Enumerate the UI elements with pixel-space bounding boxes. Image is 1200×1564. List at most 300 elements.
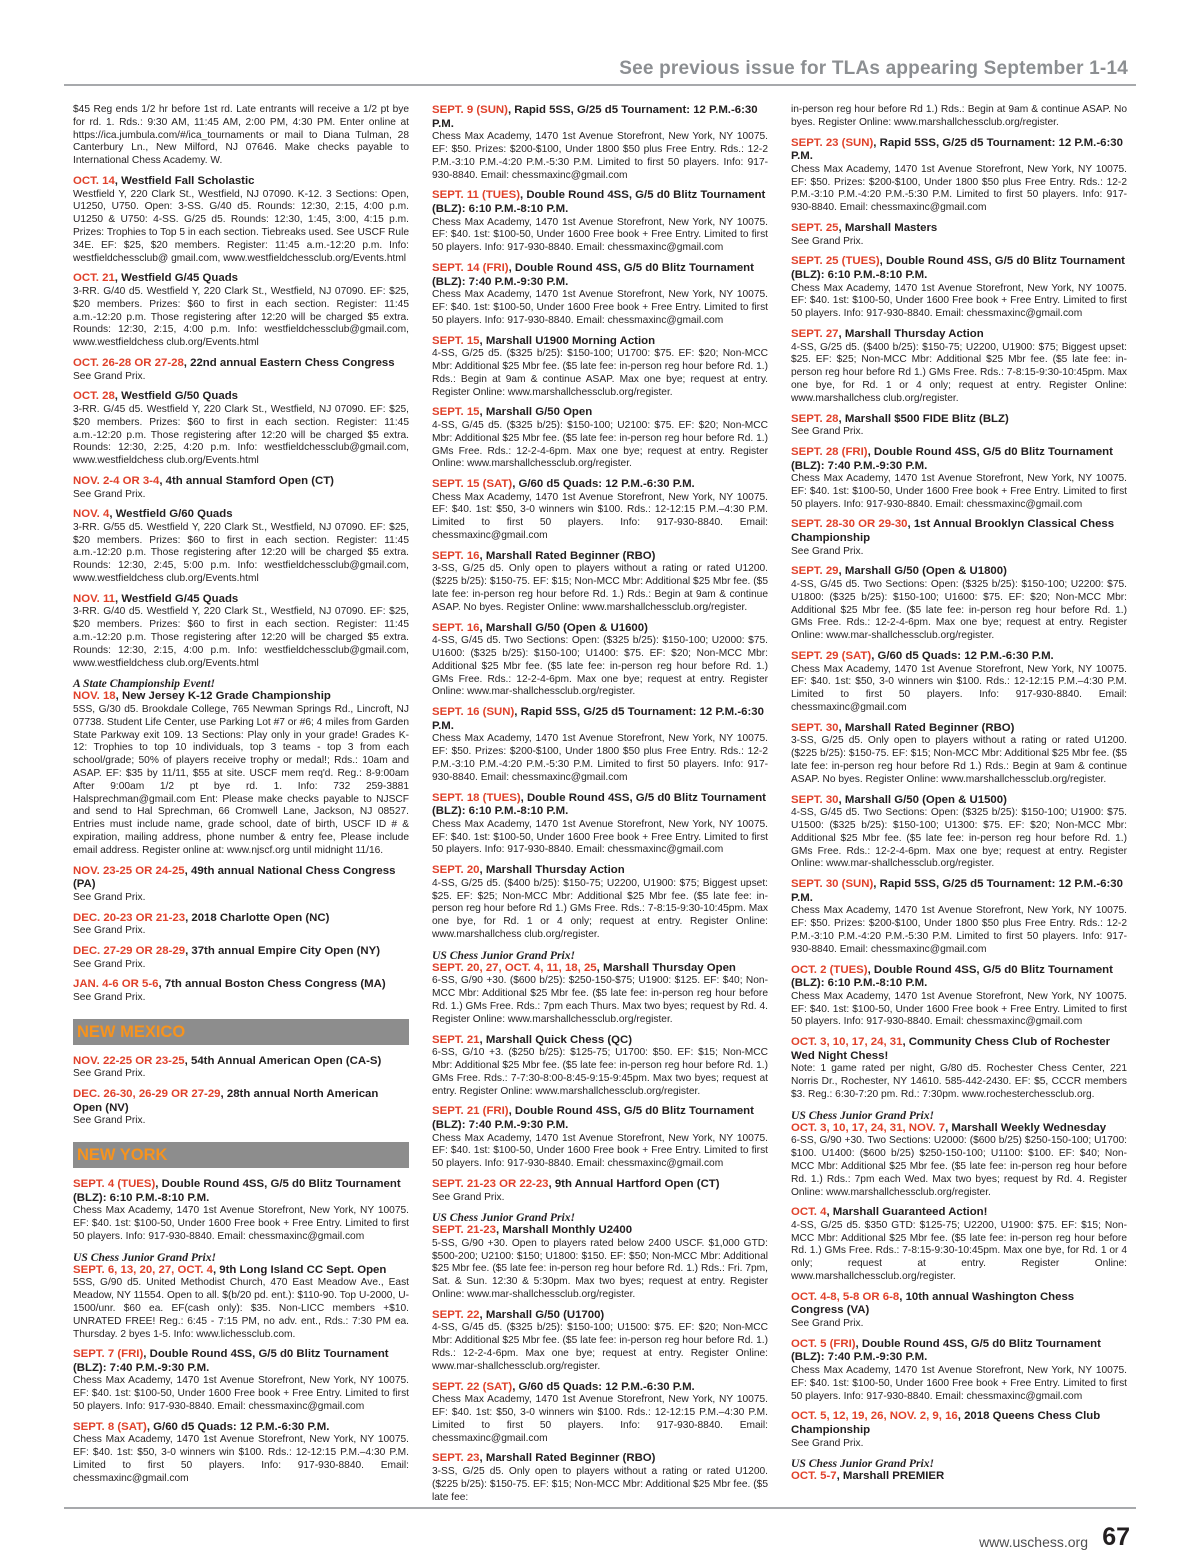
event-date: SEPT. 20 [432,864,480,877]
event-details: See Grand Prix. [791,426,864,438]
event-title: , Double Round 4SS, G/5 d0 Blitz Tournament (BLZ): 6:10 P.M.-8:10 P.M. [791,255,1125,281]
event-details: Chess Max Academy, 1470 1st Avenue Storefront, New York, NY 10075. EF: $40. 1st: $100-50, Under 1600 Free book + Free Entry. Limited to first 50 players. Info: 917-930-8840. Email: chessmaxinc@gmail.com [791,473,1127,510]
event-title: , Marshall Rated Beginner (RBO) [838,721,1015,734]
event-details: in-person reg hour before Rd 1.) Rds.: Begin at 9am & continue ASAP. No byes. Register Online: www.marshallchessclub.org/register. [791,104,1127,128]
event-details: 4-SS, G/45 d5. Two Sections: Open: ($325 b/25): $150-100; U2200: $75. U1800: ($325 b/25): $150-100; U1600: $75. EF: $20; Non-MCC Mbr: Additional $25 Mbr fee. ($5 late fee: in-person reg hour before Rd. 1.) GMs Free. Rds.: 12-2-4-6pm. Max one bye; request at entry. Register Online: www.mar-shallchessclub.org/register. [791,579,1127,642]
event-details: See Grand Prix. [73,1068,146,1080]
event-heading [73,1348,409,1375]
event-title: , Marshall U1900 Morning Action [479,334,656,347]
event-heading [432,1105,768,1132]
event-title: , Marshall G/50 (U1700) [479,1308,605,1321]
event-title: , Rapid 5SS, G/25 d5 Tournament: 12 P.M.-6:30 P.M. [791,878,1123,904]
event-heading [73,912,409,926]
event-details: Chess Max Academy, 1470 1st Avenue Storefront, New York, NY 10075. EF: $40. 1st: $100-50, Under 1600 Free book + Free Entry. Limited to first 50 players. Info: 917-930-8840. Email: chessmaxinc@gmail.com [432,818,768,856]
column-3 [791,104,1127,1489]
event-heading [432,478,768,492]
event-date: JAN. 4-6 OR 5-6 [73,978,159,991]
event-date: SEPT. 4 (TUES) [73,1178,156,1191]
event-details: Chess Max Academy, 1470 1st Avenue Storefront, New York, NY 10075. EF: $40. 1st: $100-50, Under 1600 Free book + Free Entry. Limited to first 50 players. Info: 917-930-8840. Email: chessmaxinc@gmail.com [791,282,1127,320]
event-title: , Marshall Thursday Action [838,327,984,340]
event-listing [791,518,1127,558]
event-details: 5-SS, G/90 +30. Open to players rated below 2400 USCF. $1,000 GTD: $500-200; U2100: $150; U1800: $150. EF: $50; Non-MCC Mbr: Additional $25 Mbr fee. ($5 late fee: in-person reg hour before Rd. 1.) Rds.: Fri. 7pm, Sat. & Sun. 12:30 & 5:30pm. Max two byes; request at entry. Register Online: www.mar-shallchessclub.org/register. [432,1237,768,1301]
event-heading [791,1470,1127,1484]
event-details: See Grand Prix. [791,1318,864,1330]
event-heading [791,1338,1127,1365]
event-title: , Marshall Thursday Action [479,864,625,877]
event-title: , Marshall Weekly Wednesday [945,1121,1107,1134]
event-date: SEPT. 21 [432,1033,480,1046]
event-listing [791,328,1127,406]
event-heading [791,255,1127,282]
event-details: Chess Max Academy, 1470 1st Avenue Storefront, New York, NY 10075. EF: $40. 1st: $100-50, Under 1600 Free book + Free Entry. Limited to first 50 players. Info: 917-930-8840. Email: chessmaxinc@gmail.com [791,990,1127,1028]
event-details: Chess Max Academy, 1470 1st Avenue Storefront, New York, NY 10075. EF: $40. 1st: $50, 3-0 winners win $100. Rds.: 12-12:15 P.M.–4:30 P.M. Limited to first 50 players. Info: 917-930-8840. Email: chessmaxinc@gmail.com [791,663,1127,714]
event-listing [432,792,768,858]
event-listing [432,706,768,784]
event-listing [73,390,409,468]
header-rule [64,84,1136,86]
event-details: See Grand Prix. [791,1437,864,1449]
event-date: SEPT. 20, 27, OCT. 4, 11, 18, 25 [432,961,597,974]
event-heading [73,390,409,404]
event-date: OCT. 4-8, 5-8 OR 6-8 [791,1290,900,1303]
event-title: , Westfield G/60 Quads [109,508,233,521]
page-number: 67 [1102,1523,1130,1551]
event-title: , Marshall Quick Chess (QC) [479,1033,633,1046]
event-date: SEPT. 7 (FRI) [73,1348,144,1361]
event-heading [73,978,409,992]
event-details: 4-SS, G/25 d5. ($400 b/25): $150-75; U2200, U1900: $75; Biggest upset: $25. EF: $25; Non-MCC Mbr: Additional $25 Mbr fee. ($5 late fee: in-person reg hour before Rd 1.) GMs Free. Rds.: 7-8:15-9:30-10:45pm. Max one bye, for Rd. 1 or 4 only; request at entry. Register Online: www.marshallchess club.org/register. [432,877,768,940]
event-heading [791,650,1127,664]
event-subtitle: US Chess Junior Grand Prix! [432,1211,576,1225]
event-title: , Marshall G/50 (Open & U1500) [838,793,1007,806]
event-title: , Marshall PREMIER [836,1470,945,1483]
event-listing [73,175,409,265]
event-heading [432,406,768,420]
event-title: , 22nd annual Eastern Chess Congress [183,356,395,369]
event-heading [791,722,1127,736]
event-date: NOV. 4 [73,508,110,521]
event-listing [432,262,768,328]
event-date: SEPT. 16 (SUN) [432,706,515,719]
event-date: SEPT. 29 [791,565,839,578]
event-title: , Westfield G/50 Quads [114,390,239,403]
event-date: NOV. 18 [73,690,116,703]
event-title: , Marshall $500 FIDE Blitz (BLZ) [838,412,1009,425]
event-details: See Grand Prix. [73,370,146,382]
event-date: OCT. 5, 12, 19, 26, NOV. 2, 9, 16 [791,1410,958,1423]
event-heading [432,1178,768,1192]
event-title: , Westfield G/45 Quads [114,272,239,285]
event-details: See Grand Prix. [73,991,146,1003]
event-date: SEPT. 30 [791,793,839,806]
event-date: SEPT. 25 [791,221,839,234]
event-heading [73,508,409,522]
event-title: , 1st Annual Brooklyn Classical Chess Championship [791,518,1115,545]
event-listing [73,1348,409,1414]
event-date: SEPT. 21-23 [432,1224,496,1237]
event-details: Chess Max Academy, 1470 1st Avenue Storefront, New York, NY 10075. EF: $40. 1st: $100-50, Under 1600 Free book + Free Entry. Limited to first 50 players. Info: 917-930-8840. Email: chessmaxinc@gmail.com [432,1132,768,1170]
event-title: , Double Round 4SS, G/5 d0 Blitz Tournament (BLZ): 7:40 P.M.-9:30 P.M. [432,261,754,288]
event-listing [432,335,768,400]
event-listing [791,222,1127,248]
event-title: , Westfield G/45 Quads [115,592,239,605]
event-heading [432,962,768,976]
event-date: SEPT. 21 (FRI) [432,1105,509,1118]
event-heading [791,137,1127,164]
event-title: , Double Round 4SS, G/5 d0 Blitz Tournament (BLZ): 7:40 P.M.-9:30 P.M. [432,1105,754,1131]
event-title: , Westfield Fall Scholastic [114,174,255,187]
event-listing [432,550,768,615]
event-heading [73,1178,409,1205]
event-date: DEC. 20-23 OR 21-23 [73,911,186,924]
event-title: , New Jersey K-12 Grade Championship [115,690,331,703]
event-title: , 9th Annual Hartford Open (CT) [548,1177,720,1190]
event-subtitle: US Chess Junior Grand Prix! [432,948,576,962]
event-date: SEPT. 15 [432,334,480,347]
event-details: See Grand Prix. [791,545,864,557]
event-subtitle: US Chess Junior Grand Prix! [73,1250,217,1264]
event-listing [791,1036,1127,1102]
event-details: Chess Max Academy, 1470 1st Avenue Storefront, New York, NY 10075. EF: $50. Prizes: $200-$100, Under 1800 $50 plus Free Entry. Rds.: 12-2 P.M.-3:10 P.M.-4:20 P.M.-5:30 P.M. Limited to first 50 players. Info: 917-930-8840. Email: chessmaxinc@gmail.com [791,905,1127,955]
event-date: SEPT. 18 (TUES) [432,791,521,804]
event-title: , G/60 d5 Quads: 12 P.M.-6:30 P.M. [871,650,1054,663]
event-heading [73,1264,409,1278]
event-title: , Marshall G/50 Open [479,406,593,419]
event-heading [432,864,768,878]
event-listing [73,1421,409,1486]
event-details: Chess Max Academy, 1470 1st Avenue Storefront, New York, NY 10075. EF: $40. 1st: $50, 3-0 winners win $100. Rds.: 12-12:15 P.M.–4:30 P.M. Limited to first 50 players. Info: 917-930-8840. Email: chessmaxinc@gmail.com [432,1394,768,1444]
event-details: 6-SS, G/10 +3. ($250 b/25): $125-75; U1700: $50. EF: $15; Non-MCC Mbr: Additional $25 Mbr fee. ($5 late fee: in-person reg hour before Rd. 1.) GMs Free. Rds.: 7-7:30-8:00-8:45-9:15-9:45pm. Max two byes; request at entry. Register Online: www.marshallchessclub.org/register. [432,1047,768,1097]
event-details: 4-SS, G/25 d5. ($400 b/25): $150-75; U2200, U1900: $75; Biggest upset: $25. EF: $25; Non-MCC Mbr: Additional $25 Mbr fee. ($5 late fee: in-person reg hour before Rd 1.) GMs Free. Rds.: 7-8:15-9:30-10:45pm. Max one bye, for Rd. 1 or 4 only; request at entry. Register Online: www.marshallchess club.org/register. [791,341,1127,404]
event-date: OCT. 3, 10, 17, 24, 31, NOV. 7 [791,1121,946,1134]
event-date: SEPT. 27 [791,327,839,340]
event-details: See Grand Prix. [73,925,146,937]
event-heading [791,222,1127,236]
event-subtitle: US Chess Junior Grand Prix! [791,1457,935,1471]
event-date: SEPT. 14 (FRI) [432,261,509,274]
event-listing [432,1381,768,1446]
event-details: Chess Max Academy, 1470 1st Avenue Storefront, New York, NY 10075. EF: $50. Prizes: $200-$100, Under 1800 $50 plus Free Entry. Rds.: 12-2 P.M.-3:10 P.M.-4:20 P.M.-5:30 P.M. Limited to first 50 players. Info: 917-930-8840. Email: chessmaxinc@gmail.com [432,733,768,783]
event-listing [432,406,768,471]
event-title: , Marshall Rated Beginner (RBO) [479,549,656,562]
event-listing [432,1452,768,1504]
event-heading [73,945,409,959]
event-heading [791,565,1127,579]
event-heading [791,1291,1127,1318]
event-heading [432,1034,768,1048]
event-details: 3-RR. G/45 d5. Westfield Y, 220 Clark St., Westfield, NJ 07090. EF: $25, $20 members. Prizes: $60 to first in each section. Register: 11:45 a.m.-12:20 p.m. Those registering after 12:20 will be charged $5 extra. Rounds: 12:30, 2:25, 4:20 p.m. Info: westfieldchessclub@gmail.com, www.westfieldchess club.org/Events.html [73,403,409,467]
event-listing [432,189,768,255]
event-heading [73,357,409,371]
event-listing [432,1178,768,1204]
event-details: 3-SS, G/25 d5. Only open to players without a rating or rated U1200. ($225 b/25): $150-75. EF: $15; Non-MCC Mbr: Additional $25 Mbr fee. ($5 late fee: in-person reg hour before Rd 1.) Rds.: Begin at 9am & continue ASAP. No byes. Register Online: www.marshallchessclub.org/register. [791,735,1127,785]
event-heading [432,706,768,733]
event-listing [73,1178,409,1244]
event-date: OCT. 21 [73,272,115,285]
event-details: 4-SS, G/45 d5. ($325 b/25): $150-100; U2100: $75. EF: $20; Non-MCC Mbr: Additional $25 Mbr fee. ($5 late fee: in-person reg hour before Rd. 1.) GMs Free. Rds.: 12-2-4-6pm. Max one bye; request at entry. Register Online: www.marshallchessclub.org/register. [432,419,768,470]
event-date: SEPT. 16 [432,549,480,562]
event-listing [791,878,1127,956]
event-listing [791,1109,1127,1200]
event-heading [73,865,409,892]
event-date: SEPT. 29 (SAT) [791,650,872,663]
event-listing [432,478,768,543]
event-heading [432,550,768,564]
event-title: , 4th annual Stamford Open (CT) [159,474,334,487]
event-title: , 54th Annual American Open (CA-S) [184,1054,382,1067]
event-details: Chess Max Academy, 1470 1st Avenue Storefront, New York, NY 10075. EF: $50. Prizes: $200-$100, Under 1800 $50 plus Free Entry. Rds.: 12-2 P.M.-3:10 P.M.-4:20 P.M.-5:30 P.M. Limited to first 50 players. Info: 917-930-8840. Email: chessmaxinc@gmail.com [432,131,768,181]
event-listing [73,912,409,938]
page-header: See previous issue for TLAs appearing September 1-14 [619,58,1128,79]
event-listing [791,104,1127,130]
event-title: , 28th annual North American Open (NV) [73,1088,379,1114]
event-listing [791,964,1127,1030]
event-listing [432,864,768,942]
event-date: SEPT. 30 (SUN) [791,878,874,891]
event-title: , Double Round 4SS, G/5 d0 Blitz Tournament (BLZ): 6:10 P.M.-8:10 P.M. [432,189,766,215]
event-title: , 2018 Charlotte Open (NC) [185,911,330,924]
event-title: , G/60 d5 Quads: 12 P.M.-6:30 P.M. [146,1420,330,1433]
event-title: , G/60 d5 Quads: 12 P.M.-6:30 P.M. [512,1380,695,1393]
event-title: , Rapid 5SS, G/25 d5 Tournament: 12 P.M.-6:30 P.M. [791,136,1123,163]
event-listing [73,978,409,1004]
event-listing [73,508,409,586]
event-listing [432,622,768,700]
event-title: , 10th annual Washington Chess Congress (VA) [791,1290,1075,1317]
event-date: SEPT. 8 (SAT) [73,1420,147,1433]
event-title: , 37th annual Empire City Open (NY) [185,944,380,957]
event-heading [73,593,409,607]
event-listing [73,1251,409,1342]
footer-rule [64,1507,1136,1509]
event-heading [791,446,1127,473]
event-date: NOV. 22-25 OR 23-25 [73,1054,185,1067]
event-title: , Marshall G/50 (Open & U1800) [838,565,1007,578]
event-details: See Grand Prix. [791,235,864,247]
event-date: NOV. 2-4 OR 3-4 [73,474,160,487]
event-heading [432,622,768,636]
event-details: Chess Max Academy, 1470 1st Avenue Storefront, New York, NY 10075. EF: $40. 1st: $100-50, Under 1600 Free book + Free Entry. Limited to first 50 players. Info: 917-930-8840. Email: chessmaxinc@gmail.com [73,1375,409,1413]
event-details: Chess Max Academy, 1470 1st Avenue Storefront, New York, NY 10075. EF: $40. 1st: $100-50, Under 1600 Free book + Free Entry. Limited to first 50 players. Info: 917-930-8840. Email: chessmaxinc@gmail.com [791,1365,1127,1402]
event-date: SEPT. 28 [791,412,839,425]
event-listing [73,677,409,857]
event-listing [73,865,409,905]
event-date: SEPT. 16 [432,621,480,634]
event-details: 5SS, G/30 d5. Brookdale College, 765 Newman Springs Rd., Lincroft, NJ 07738. Student Life Center, use Parking Lot #7 or #6; 4 miles from Garden State Parkway exit 109. 13 Sections: Play only in your grade! Grades K- 12: Trophies to top 10 individuals, top 3 teams - top 3 from each school/grade; 50% of players receive trophy or medal!; Rds.: 10am and ASAP. EF: $35 by 11/11, $55 at site. USCF mem req'd. Reg.: 8-9:00am After 9:00am 1/2 pt bye rd. 1. Info: 732 259-3881 Halsprechman@gmail.com Ent: Please make checks payable to NJSCF and send to Hal Sprechman, 66 Cromwell Lane, Jackson, NJ 08527. Entries must include name, grade school, date of birth, USCF ID # & expiration, mailing address, phone number & entry fee, Please include email address. Register online at: www.njscf.org until midnight 11/16. [73,704,409,856]
event-details: 4-SS, G/45 d5. Two Sections: Open: ($325 b/25): $150-100; U1900: $75. U1500: ($325 b/25): $150-100; U1300: $75. EF: $20; Non-MCC Mbr: Additional $25 Mbr fee. ($5 late fee: in-person reg hour before Rd. 1.) GMs Free. Rds.: 12-2-4-6pm. Max one bye; request at entry. Register Online: www.mar-shallchessclub.org/register. [791,807,1127,870]
event-details: See Grand Prix. [73,891,146,903]
event-details: See Grand Prix. [73,1115,146,1127]
event-date: SEPT. 9 (SUN) [432,104,508,116]
event-listing [73,475,409,501]
event-heading [791,878,1127,905]
event-title: , 9th Long Island CC Sept. Open [212,1263,387,1276]
event-listing [791,255,1127,321]
event-date: OCT. 3, 10, 17, 24, 31 [791,1036,903,1049]
event-title: , Double Round 4SS, G/5 d0 Blitz Tournament (BLZ): 6:10 P.M.-8:10 P.M. [432,791,766,818]
event-listing [791,137,1127,215]
event-title: , Marshall Guaranteed Action! [826,1206,988,1219]
event-date: OCT. 5-7 [791,1470,837,1483]
event-date: SEPT. 15 (SAT) [432,478,513,491]
event-title: , Double Round 4SS, G/5 d0 Blitz Tournament (BLZ): 7:40 P.M.-9:30 P.M. [791,445,1113,472]
event-title: , Marshall Monthly U2400 [495,1224,633,1237]
event-listing [791,1410,1127,1450]
event-details: See Grand Prix. [432,1191,505,1203]
event-title: , 7th annual Boston Chess Congress (MA) [158,978,386,991]
event-date: SEPT. 15 [432,406,480,419]
event-date: SEPT. 23 [432,1452,480,1465]
event-listing [791,565,1127,643]
event-details: See Grand Prix. [73,488,146,500]
event-heading [432,189,768,216]
event-listing [791,1206,1127,1284]
event-heading [791,964,1127,991]
event-heading [791,518,1127,545]
event-date: SEPT. 6, 13, 20, 27, OCT. 4 [73,1263,213,1276]
event-heading [73,1421,409,1435]
event-details: Chess Max Academy, 1470 1st Avenue Storefront, New York, NY 10075. EF: $40. 1st: $50, 3-0 winners win $100. Rds.: 12-12:15 P.M.–4:30 P.M. Limited to first 50 players. Info: 917-930-8840. Email: chessmaxinc@gmail.com [432,491,768,542]
event-details: Chess Max Academy, 1470 1st Avenue Storefront, New York, NY 10075. EF: $40. 1st: $100-50, Under 1600 Free book + Free Entry. Limited to first 50 players. Info: 917-930-8840. Email: chessmaxinc@gmail.com [432,289,768,326]
event-heading [791,328,1127,342]
event-details: 3-SS, G/25 d5. Only open to players without a rating or rated U1200. ($225 b/25): $150-75. EF: $15; Non-MCC Mbr: Additional $25 Mbr fee. ($5 late fee: [432,1466,768,1503]
event-details: Chess Max Academy, 1470 1st Avenue Storefront, New York, NY 10075. EF: $40. 1st: $50, 3-0 winners win $100. Rds.: 12-12:15 P.M.–4:30 P.M. Limited to first 50 players. Info: 917-930-8840. Email: chessmaxinc@gmail.com [73,1434,409,1484]
event-date: SEPT. 28 (FRI) [791,445,868,458]
event-heading [432,262,768,289]
event-listing [73,593,409,671]
event-details: 6-SS, G/90 +30. Two Sections: U2000: ($600 b/25) $250-150-100; U1700: $100. U1400: ($600 b/25) $250-150-100; U1100: $100. EF: $40; Non- MCC Mbr: Additional $25 Mbr fee. ($5 late fee: in-person reg hour before Rd. 1.) Rds.: 7pm each Wed. Max two byes; request by Rd. 4. Register Online: www.marshallchessclub.org/register. [791,1135,1127,1198]
event-title: , Double Round 4SS, G/5 d0 Blitz Tournament (BLZ): 7:40 P.M.-9:30 P.M. [73,1348,389,1374]
event-heading [432,792,768,819]
event-listing [432,1034,768,1099]
event-details: 6-SS, G/90 +30. ($600 b/25): $250-150-$75; U1900: $125. EF: $40; Non-MCC Mbr: Additional $25 Mbr fee. ($5 late fee: in-person reg hour before Rd. 1.) GMs Free. Rds.: 7pm each Thurs. Max two byes; request by Rd. 4. Register Online: www.marshallchessclub.org/register. [432,975,768,1025]
event-heading [73,1055,409,1069]
event-date: SEPT. 25 (TUES) [791,255,880,268]
event-date: NOV. 23-25 OR 24-25 [73,864,185,877]
event-heading [432,104,768,131]
event-heading [791,1410,1127,1437]
event-heading [432,1224,768,1238]
event-date: SEPT. 22 [432,1308,480,1321]
event-title: , Rapid 5SS, G/25 d5 Tournament: 12 P.M.-6:30 P.M. [432,104,758,130]
event-details: See Grand Prix. [73,958,146,970]
event-date: OCT. 14 [73,174,115,187]
event-heading [791,413,1127,427]
event-details: 5SS, G/90 d5. United Methodist Church, 470 East Meadow Ave., East Meadow, NY 11554. Open to all. $(b/20 pd. ent.): $110-90. Top U-2000, U-1500/unr. $60 ea. EF(cash only): $35. Non-LICC members +$10. UNRATED FREE! Reg.: 6:45 - 7:15 PM, no adv. ent., Rds.: 7:30 PM ea. Thursday. 2 byes 1-5. Info: www.lichessclub.com. [73,1277,409,1340]
state-section-header: NEW MEXICO [73,1019,409,1045]
event-heading [791,1122,1127,1136]
event-date: OCT. 26-28 OR 27-28 [73,356,184,369]
event-listing [791,1457,1127,1484]
event-date: SEPT. 21-23 OR 22-23 [432,1177,549,1190]
footer-url: www.uschess.org [979,1534,1088,1550]
event-title: , Double Round 4SS, G/5 d0 Blitz Tournament (BLZ): 7:40 P.M.-9:30 P.M. [791,1337,1101,1364]
event-date: SEPT. 28-30 OR 29-30 [791,518,908,531]
event-title: , Community Chess Club of Rochester Wed Night Chess! [791,1036,1111,1062]
event-details: 4-SS, G/45 d5. Two Sections: Open: ($325 b/25): $150-100; U2000: $75. U1600: ($325 b/25): $150-100; U1400: $75. EF: $20; Non-MCC Mbr: Additional $25 Mbr fee. ($5 late fee: in-person reg hour before Rd. 1.) GMs Free. Rds.: 12-2-4-6pm. Max one bye; request at entry. Register Online: www.mar-shallchessclub.org/register. [432,635,768,698]
event-date: NOV. 11 [73,592,116,605]
event-details: 4-SS, G/25 d5. ($325 b/25): $150-100; U1700: $75. EF: $20; Non-MCC Mbr: Additional $25 Mbr fee. ($5 late fee: in-person reg hour before Rd. 1.) Rds.: Begin at 9am & continue ASAP. Max one bye; request at entry. Register Online: www.marshallchessclub.org/register. [432,348,768,398]
event-heading [73,175,409,189]
event-details: 3-RR. G/55 d5. Westfield Y, 220 Clark St., Westfield, NJ 07090. EF: $25, $20 members. Prizes: $60 to first in each section. Register: 11:45 a.m.-12:20 p.m. Those registering after 12:20 will be charged $5 extra. Rounds: 12:30, 2:45, 5:00 p.m. Info: westfieldchessclub@gmail.com, www.westfieldchess club.org/Events.html [73,521,409,585]
event-listing [791,446,1127,512]
event-listing [432,104,768,182]
event-details: Westfield Y, 220 Clark St., Westfield, NJ 07090. K-12. 3 Sections: Open, U1250, U750. Open: 3-SS. G/40 d5. Rounds: 12:30, 2:15, 4:00 p.m. U1250 & U750: 4-SS. G/25 d5. Rounds: 12:30, 1:45, 3:00, 4:15 p.m. Prizes: Trophies to Top 5 in each section. Tiebreaks used. See USCF Rule 34E. EF: $25, $20 members. Register: 11:45 a.m.-12:20 p.m. Info: westfieldchessclub@ gmail.com, www.westfieldchessclub.org/Events.html [73,188,409,264]
event-details: Chess Max Academy, 1470 1st Avenue Storefront, New York, NY 10075. EF: $40. 1st: $100-50, Under 1600 Free book + Free Entry. Limited to first 50 players. Info: 917-930-8840. Email: chessmaxinc@gmail.com [432,216,768,254]
event-title: , 49th annual National Chess Congress (PA) [73,864,396,891]
event-heading [432,1452,768,1466]
event-listing [791,650,1127,715]
column-1 [73,104,409,1489]
event-subtitle: US Chess Junior Grand Prix! [791,1108,935,1122]
event-title: , G/60 d5 Quads: 12 P.M.-6:30 P.M. [512,478,695,491]
event-date: SEPT. 30 [791,721,839,734]
event-heading [432,335,768,349]
event-listing [432,1309,768,1374]
event-details: Chess Max Academy, 1470 1st Avenue Storefront, New York, NY 10075. EF: $40. 1st: $100-50, Under 1600 Free book + Free Entry. Limited to first 50 players. Info: 917-930-8840. Email: chessmaxinc@gmail.com [73,1205,409,1242]
event-details: $45 Reg ends 1/2 hr before 1st rd. Late entrants will receive a 1/2 pt bye for rd. 1. Rds.: 9:30 AM, 11:45 AM, 2:00 PM, 4:30 PM. Enter online at https://ica.jumbula.com/#/ica_tournaments or mail to Diana Tulman, 28 Canterbury Ln., New Milford, NJ 07646. Make checks payable to International Chess Academy. W. [73,104,409,167]
event-title: , Marshall Thursday Open [596,961,736,974]
event-details: 3-RR. G/40 d5. Westfield Y, 220 Clark St., Westfield, NJ 07090. EF: $25, $20 members. Prizes: $60 to first in each section. Register: 11:45 a.m.-12:20 p.m. Those registering after 12:20 will be charged $5 extra. Rounds: 12:30, 2:15, 4:00 p.m. Info: westfieldchessclub@gmail.com, www.westfieldchess club.org/Events.html [73,285,409,349]
event-title: , 2018 Queens Chess Club Championship [791,1410,1101,1437]
event-details: 4-SS, G/25 d5. $350 GTD: $125-75; U2200, U1900: $75. EF: $15; Non- MCC Mbr: Additional $25 Mbr fee. ($5 late fee: in-person reg hour before Rd. 1.) GMs Free. Rds.: 7-8:15-9:30-10:45pm. Max one bye, for Rd. 1 or 4 only; request at entry. Register Online: www.marshallchessclub.org/register. [791,1219,1127,1283]
event-date: OCT. 5 (FRI) [791,1337,856,1350]
event-heading [432,1309,768,1323]
event-heading [73,1088,409,1115]
event-title: , Marshall G/50 (Open & U1600) [479,621,648,634]
event-date: SEPT. 11 (TUES) [432,189,520,202]
event-heading [73,272,409,286]
event-listing [791,413,1127,439]
event-details: 4-SS, G/45 d5. ($325 b/25): $150-100; U1500: $75. EF: $20; Non-MCC Mbr: Additional $25 Mbr fee. ($5 late fee: in-person reg hour before Rd. 1.) Rds.: 12-2-4-6pm. Max one bye; request at entry. Register Online: www.mar-shallchessclub.org/register. [432,1322,768,1372]
event-listing [73,945,409,971]
event-details: 3-RR. G/40 d5. Westfield Y, 220 Clark St., Westfield, NJ 07090. EF: $25, $20 members. Prizes: $60 to first in each section. Register: 11:45 a.m.-12:20 p.m. Those registering after 12:20 will be charged $5 extra. Rounds: 12:30, 2:15, 4:00 p.m. Info: westfieldchessclub@gmail.com, www.westfieldchess club.org/Events.html [73,606,409,669]
event-date: OCT. 28 [73,390,115,403]
event-details: 3-SS, G/25 d5. Only open to players without a rating or rated U1200. ($225 b/25): $150-75. EF: $15; Non-MCC Mbr: Additional $25 Mbr fee. ($5 late fee: in-person reg hour before Rd. 1.) Rds.: Begin at 9am & continue ASAP. No byes. Register Online: www.marshallchessclub.org/register. [432,563,768,613]
event-title: , Marshall Masters [838,221,938,234]
event-heading [791,1036,1127,1063]
event-listing [432,1211,768,1302]
event-date: OCT. 4 [791,1206,827,1219]
event-listing [73,1055,409,1081]
event-date: SEPT. 23 (SUN) [791,136,874,149]
column-2 [432,104,768,1503]
event-date: DEC. 27-29 OR 28-29 [73,944,186,957]
state-section-header: NEW YORK [73,1142,409,1168]
event-title: , Marshall Rated Beginner (RBO) [479,1452,656,1465]
event-heading [432,1381,768,1395]
event-title: , Double Round 4SS, G/5 d0 Blitz Tournament (BLZ): 6:10 P.M.-8:10 P.M. [791,963,1113,990]
event-listing [73,357,409,383]
event-heading [73,475,409,489]
event-heading [791,794,1127,808]
event-listing [791,1338,1127,1404]
event-details: Chess Max Academy, 1470 1st Avenue Storefront, New York, NY 10075. EF: $50. Prizes: $200-$100, Under 1800 $50 plus Free Entry. Rds.: 12-2 P.M.-3:10 P.M.-4:20 P.M.-5:30 P.M. Limited to first 50 players. Info: 917-930-8840. Email: chessmaxinc@gmail.com [791,163,1127,214]
event-listing [791,794,1127,872]
event-title: , Rapid 5SS, G/25 d5 Tournament: 12 P.M.-6:30 P.M. [432,706,764,732]
event-listing [73,104,409,168]
event-date: SEPT. 22 (SAT) [432,1380,513,1393]
event-listing [73,1088,409,1128]
event-listing [791,1291,1127,1331]
event-date: DEC. 26-30, 26-29 OR 27-29 [73,1088,221,1101]
event-title: , Double Round 4SS, G/5 d0 Blitz Tournament (BLZ): 6:10 P.M.-8:10 P.M. [73,1178,401,1204]
event-details: Note: 1 game rated per night, G/80 d5. Rochester Chess Center, 221 Norris Dr., Rochester, NY 14610. 585-442-2430. EF: $5, CCCR members $3. Reg.: 6:30-7:20 pm. Rd.: 7:30pm. www.rochesterchessclub.org. [791,1063,1127,1100]
event-heading [73,690,409,704]
event-listing [432,949,768,1027]
event-listing [791,722,1127,787]
event-listing [73,272,409,350]
